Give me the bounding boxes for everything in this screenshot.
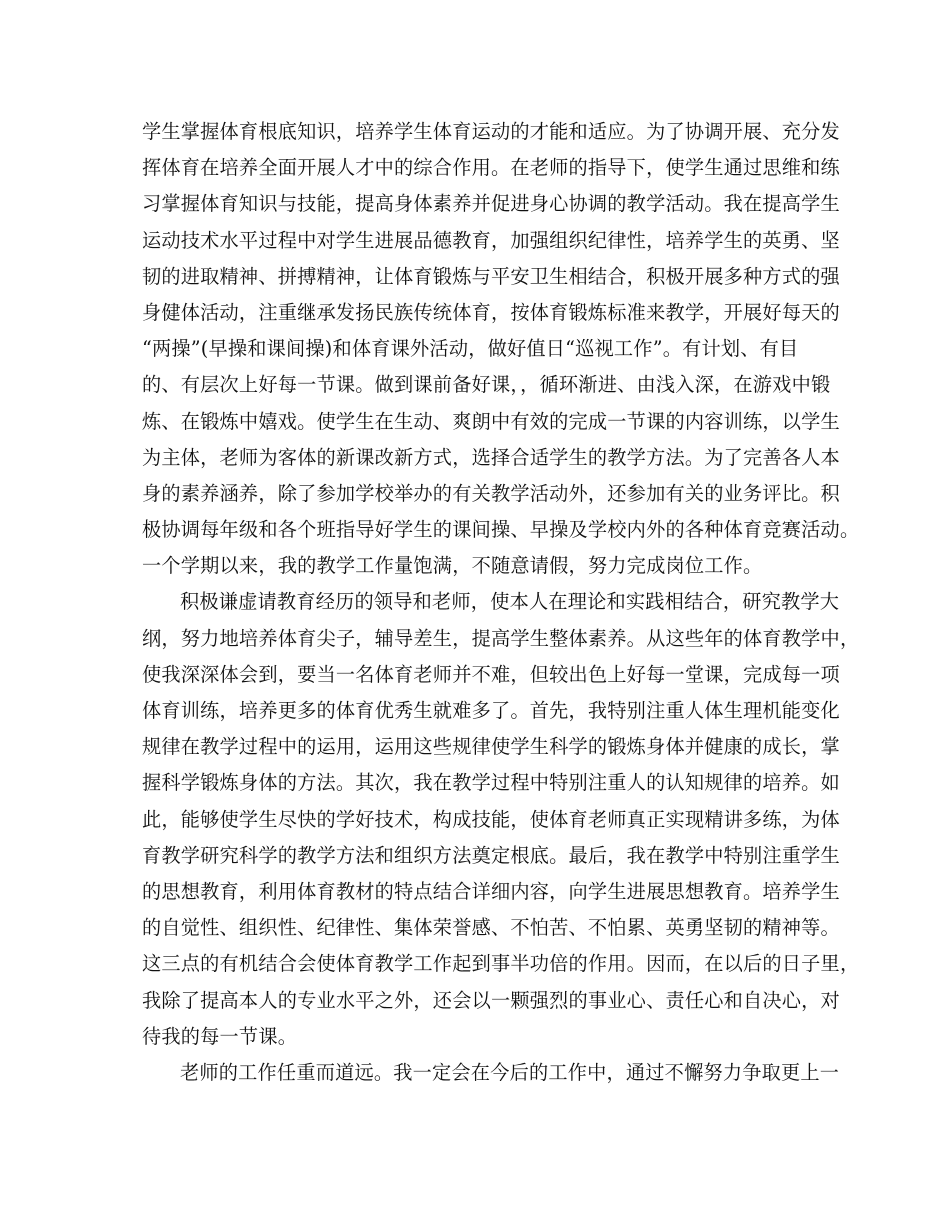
text-line: 此，能够使学生尽快的学好技术，构成技能，使体育老师真正实现精讲多练，为体: [142, 807, 840, 831]
text-line: 的思想教育，利用体育教材的特点结合详细内容，向学生进展思想教育。培养学生: [142, 879, 840, 903]
text-line: 育教学研究科学的教学方法和组织方法奠定根底。最后，我在教学中特别注重学生: [142, 843, 840, 867]
text-line: “两操”(早操和课间操)和体育课外活动，做好值日“巡视工作”。有计划、有目: [142, 337, 799, 361]
text-line: 这三点的有机结合会使体育教学工作起到事半功倍的作用。因而，在以后的日子里，: [142, 952, 860, 976]
text-line: 学生掌握体育根底知识，培养学生体育运动的才能和适应。为了协调开展、充分发: [142, 120, 840, 143]
text-line: 体育训练，培养更多的体育优秀生就难多了。首先，我特别注重人体生理机能变化: [142, 699, 840, 722]
text-line: 一个学期以来，我的教学工作量饱满，不随意请假，努力完成岗位工作。: [142, 554, 763, 578]
text-line: 身的素养涵养，除了参加学校举办的有关教学活动外，还参加有关的业务评比。积: [142, 481, 840, 505]
text-line: 韧的进取精神、拼搏精神，让体育锻炼与平安卫生相结合，积极开展多种方式的强: [142, 264, 840, 288]
text-line: 我除了提高本人的专业水平之外，还会以一颗强烈的事业心、责任心和自决心，对: [142, 988, 840, 1012]
text-line: 使我深深体会到，要当一名体育老师并不难，但较出色上好每一堂课，完成每一项: [142, 662, 840, 686]
text-line: 老师的工作任重而道远。我一定会在今后的工作中，通过不懈努力争取更上一: [180, 1060, 840, 1084]
text-line: 的自觉性、组织性、纪律性、集体荣誉感、不怕苦、不怕累、英勇坚韧的精神等。: [142, 916, 840, 940]
text-line: 身健体活动，注重继承发扬民族传统体育，按体育锻炼标准来教学，开展好每天的: [142, 300, 840, 324]
paragraph-2: [142, 584, 860, 1054]
text-line: 极协调每年级和各个班指导好学生的课间操、早操及学校内外的各种体育竞赛活动。: [142, 518, 860, 542]
text-line: 挥体育在培养全面开展人才中的综合作用。在老师的指导下，使学生通过思维和练: [142, 156, 840, 180]
text-line: 习掌握体育知识与技能，提高身体素养并促进身心协调的教学活动。我在提高学生: [142, 192, 840, 216]
text-line: 运动技术水平过程中对学生进展品德教育，加强组织纪律性，培养学生的英勇、坚: [142, 228, 840, 252]
text-line: 纲，努力地培养体育尖子，辅导差生，提高学生整体素养。从这些年的体育教学中，: [142, 626, 860, 650]
text-line: 握科学锻炼身体的方法。其次，我在教学过程中特别注重人的认知规律的培养。如: [142, 771, 840, 795]
text-line: 规律在教学过程中的运用，运用这些规律使学生科学的锻炼身体并健康的成长，掌: [142, 735, 840, 759]
text-line: 的、有层次上好每一节课。做到课前备好课，，循环渐进、由浅入深，在游戏中锻: [142, 373, 831, 397]
text-line: 为主体，老师为客体的新课改新方式，选择合适学生的教学方法。为了完善各人本: [142, 445, 840, 469]
paragraph-1: [142, 114, 860, 584]
paragraph-3: [142, 1055, 840, 1091]
text-line: 积极谦虚请教育经历的领导和老师，使本人在理论和实践相结合，研究教学大: [180, 590, 840, 614]
text-line: 待我的每一节课。: [142, 1024, 298, 1048]
text-line: 炼、在锻炼中嬉戏。使学生在生动、爽朗中有效的完成一节课的内容训练，以学生: [142, 409, 840, 433]
document-body: [142, 114, 860, 1091]
